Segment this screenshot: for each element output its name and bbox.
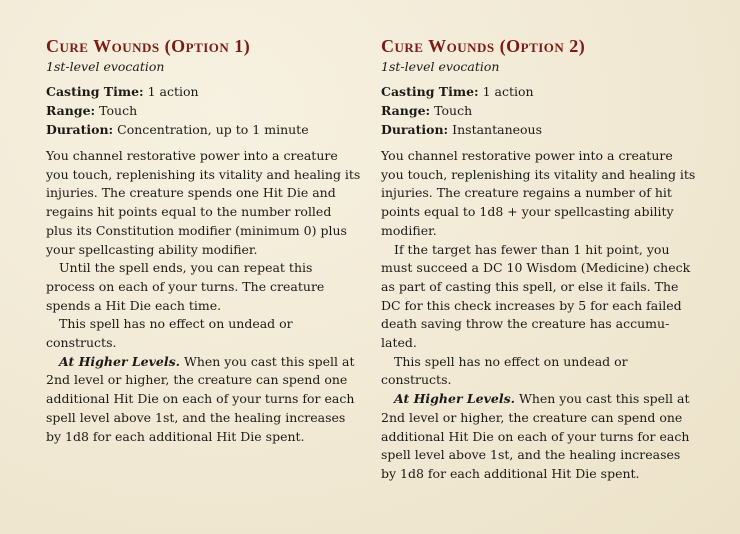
duration-label: Duration: bbox=[46, 122, 114, 137]
spell-card-option-2 bbox=[381, 36, 696, 484]
spell-school: 1st-level evocation bbox=[381, 59, 500, 74]
higher-levels-paragraph bbox=[381, 390, 696, 484]
range-label: Range: bbox=[46, 103, 96, 118]
range-value: Touch bbox=[99, 103, 138, 118]
casting-time-label: Casting Time: bbox=[381, 84, 479, 99]
duration-row bbox=[46, 120, 361, 139]
description-paragraph: This spell has no effect on undead or constructs. bbox=[381, 353, 628, 388]
range-row bbox=[46, 101, 361, 120]
casting-time-value: 1 action bbox=[147, 84, 199, 99]
higher-levels-text: When you cast this spell at 2nd level or higher, the creature can spend one additional Hit Die on each of your turns for each spell level above 1st, and the healing increases by 1d8 for each additional Hit Die spent. bbox=[46, 353, 355, 444]
casting-time-row bbox=[46, 82, 361, 101]
range-label: Range: bbox=[381, 103, 431, 118]
spell-school: 1st-level evocation bbox=[46, 59, 165, 74]
spell-title: Cure Wounds (Option 1) bbox=[46, 36, 251, 56]
duration-value: Concentration, up to 1 minute bbox=[117, 122, 309, 137]
duration-row bbox=[381, 120, 696, 139]
description-paragraph: If the target has fewer than 1 hit point, you must succeed a DC 10 Wisdom (Medicine) check as part of casting this spell, or else it fails. The DC for this check increases by 5 for each failed death saving throw the creature has accumu-lated. bbox=[381, 241, 691, 351]
higher-levels-text: When you cast this spell at 2nd level or higher, the creature can spend one additional Hit Die on each of your turns for each spell level above 1st, and the healing increases by 1d8 for each additional Hit Die spent. bbox=[381, 391, 690, 481]
range-row bbox=[381, 101, 696, 120]
casting-time-row bbox=[381, 82, 696, 101]
description-paragraph: Until the spell ends, you can repeat this process on each of your turns. The creature spends a Hit Die each time. bbox=[46, 260, 325, 313]
higher-levels-label: At Higher Levels. bbox=[59, 353, 180, 369]
duration-label: Duration: bbox=[381, 122, 449, 137]
casting-time-value: 1 action bbox=[482, 84, 534, 99]
spell-card-option-1 bbox=[46, 36, 361, 446]
range-value: Touch bbox=[434, 103, 473, 118]
duration-value: Instantaneous bbox=[452, 122, 543, 137]
description-paragraph: You channel restorative power into a creature you touch, replenishing its vitality and healing its injuries. The creature regains a number of hit points equal to 1d8 + your spellcasting ability modifier. bbox=[381, 148, 696, 238]
description-paragraph: This spell has no effect on undead or constructs. bbox=[46, 316, 293, 351]
spell-title: Cure Wounds (Option 2) bbox=[381, 36, 586, 56]
spell-description bbox=[46, 147, 361, 446]
casting-time-label: Casting Time: bbox=[46, 84, 144, 99]
description-paragraph: You channel restorative power into a creature you touch, replenishing its vitality and healing its injuries. The creature spends one Hit Die and regains hit points equal to the number rolled plus its Constitution modifier (minimum 0) plus your spellcasting ability modifier. bbox=[46, 148, 361, 257]
higher-levels-paragraph bbox=[46, 353, 361, 447]
spell-description bbox=[381, 147, 696, 484]
higher-levels-label: At Higher Levels. bbox=[394, 391, 515, 407]
